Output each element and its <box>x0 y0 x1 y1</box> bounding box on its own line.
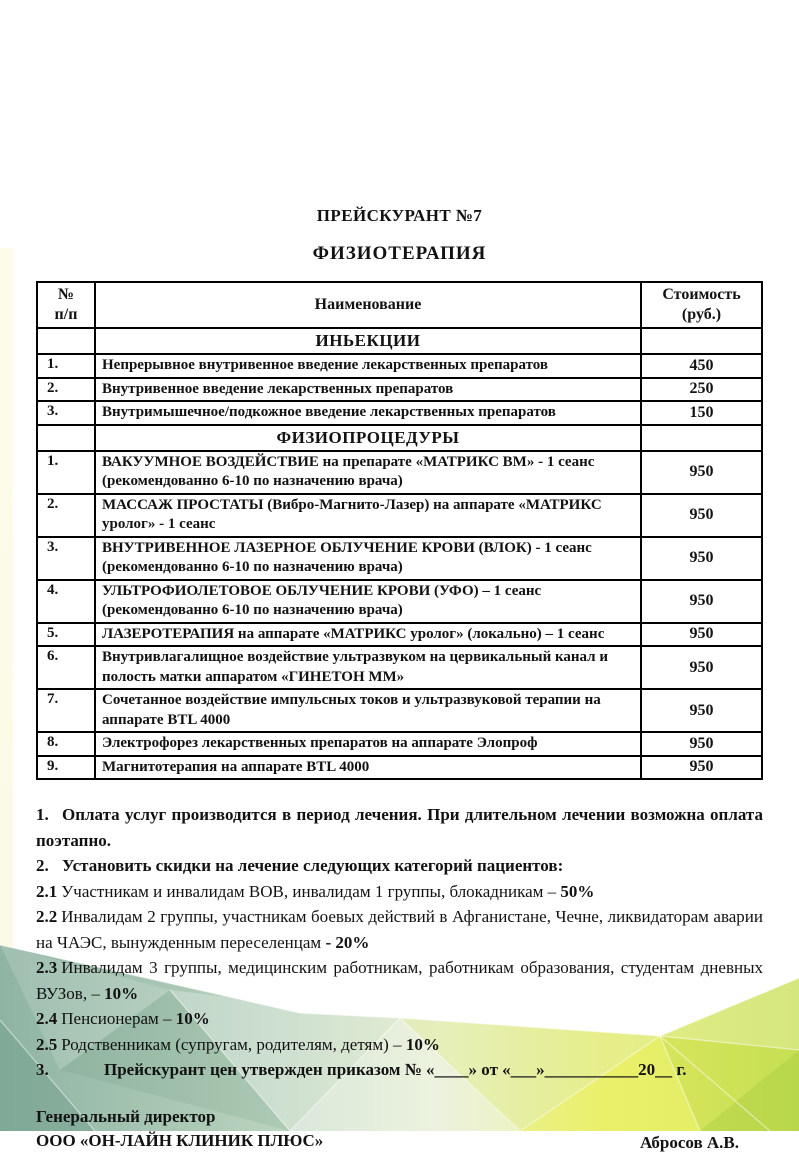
notes-section <box>36 802 763 1083</box>
table-row <box>37 689 762 732</box>
table-row <box>37 537 762 580</box>
note-percent: 10% <box>405 1034 440 1054</box>
service-name: ВНУТРИВЕННОЕ ЛАЗЕРНОЕ ОБЛУЧЕНИЕ КРОВИ (ВЛОК) - 1 сеанс (рекомендованно 6-10 по назначению врача) <box>95 537 641 580</box>
table-row <box>37 451 762 494</box>
service-price: 950 <box>641 756 762 780</box>
service-name: Внутримышечное/подкожное введение лекарственных препаратов <box>95 401 641 425</box>
note-discounts-heading <box>36 853 763 879</box>
table-row <box>37 623 762 647</box>
note-percent: 50% <box>560 881 595 901</box>
note-percent: 10% <box>175 1009 210 1028</box>
note-text: Пенсионерам – <box>61 1009 176 1028</box>
service-name: УЛЬТРОФИОЛЕТОВОЕ ОБЛУЧЕНИЕ КРОВИ (УФО) – 1 сеанс (рекомендованно 6-10 по назначению врача) <box>95 580 641 623</box>
header-num <box>37 282 95 328</box>
service-name: Внутривенное введение лекарственных препаратов <box>95 378 641 402</box>
note-prefix: 3. <box>36 1060 49 1079</box>
header-num-line1: № <box>57 286 75 303</box>
row-num: 3. <box>37 537 95 580</box>
note-prefix: 2. <box>36 856 49 875</box>
service-name: ВАКУУМНОЕ ВОЗДЕЙСТВИЕ на препарате «МАТРИКС ВМ» - 1 сеанс (рекомендованно 6-10 по назначению врача) <box>95 451 641 494</box>
section-empty-num <box>37 425 95 451</box>
note-text: Прейскурант цен утвержден приказом № «____» от «___»___________20__ г. <box>104 1060 687 1079</box>
service-name: ЛАЗЕРОТЕРАПИЯ на аппарате «МАТРИКС уролог» (локально) – 1 сеанс <box>95 623 641 647</box>
note-percent: - 20% <box>325 932 370 952</box>
service-price: 950 <box>641 689 762 732</box>
table-header-row <box>37 282 762 328</box>
service-price: 950 <box>641 623 762 647</box>
service-name: Внутривлагалищное воздействие ультразвуком на цервикальный канал и полость матки аппаратом «ГИНЕТОН ММ» <box>95 646 641 689</box>
row-num: 8. <box>37 732 95 756</box>
section-title: ИНЬЕКЦИИ <box>95 328 641 354</box>
header-price-line1: Стоимость <box>662 286 741 303</box>
service-price: 250 <box>641 378 762 402</box>
service-price: 950 <box>641 451 762 494</box>
table-row <box>37 378 762 402</box>
director-title <box>36 1105 323 1154</box>
service-name: МАССАЖ ПРОСТАТЫ (Вибро-Магнито-Лазер) на аппарате «МАТРИКС уролог» - 1 сеанс <box>95 494 641 537</box>
note-discount-2-2 <box>36 904 763 955</box>
row-num: 4. <box>37 580 95 623</box>
page-title: ПРЕЙСКУРАНТ №7 <box>316 206 483 225</box>
row-num: 9. <box>37 756 95 780</box>
note-prefix: 2.4 <box>36 1009 58 1028</box>
row-num: 1. <box>37 451 95 494</box>
section-row-physio <box>37 425 762 451</box>
header-price-line2: (руб.) <box>681 306 722 323</box>
director-title-line1: Генеральный директор <box>36 1106 216 1126</box>
section-row-injections <box>37 328 762 354</box>
service-price: 150 <box>641 401 762 425</box>
table-row <box>37 401 762 425</box>
note-discount-2-3 <box>36 955 763 1006</box>
row-num: 6. <box>37 646 95 689</box>
service-price: 950 <box>641 580 762 623</box>
note-prefix: 2.3 <box>36 958 58 977</box>
service-price: 950 <box>641 537 762 580</box>
note-prefix: 2.2 <box>36 907 58 926</box>
table-row <box>37 494 762 537</box>
service-price: 450 <box>641 354 762 378</box>
note-discount-2-1 <box>36 879 763 905</box>
service-price: 950 <box>641 494 762 537</box>
row-num: 2. <box>37 494 95 537</box>
note-text: Родственникам (супругам, родителям, детям) – <box>61 1034 406 1054</box>
table-row <box>37 646 762 689</box>
note-order-blank <box>36 1057 763 1083</box>
note-percent: 10% <box>104 983 139 1003</box>
service-price: 950 <box>641 732 762 756</box>
header-price <box>641 282 762 328</box>
page-subtitle: ФИЗИОТЕРАПИЯ <box>312 243 487 264</box>
note-discount-2-4 <box>36 1006 763 1032</box>
table-row <box>37 756 762 780</box>
section-title: ФИЗИОПРОЦЕДУРЫ <box>95 425 641 451</box>
note-prefix: 1. <box>36 805 49 824</box>
service-price: 950 <box>641 646 762 689</box>
note-discount-2-5 <box>36 1032 763 1058</box>
note-text: Установить скидки на лечение следующих категорий пациентов: <box>62 856 564 875</box>
signature-block <box>36 1105 763 1154</box>
row-num: 1. <box>37 354 95 378</box>
service-name: Непрерывное внутривенное введение лекарственных препаратов <box>95 354 641 378</box>
row-num: 3. <box>37 401 95 425</box>
note-text: Инвалидам 2 группы, участникам боевых действий в Афганистане, Чечне, ликвидаторам аварии на ЧАЭС, вынужденным переселенцам <box>36 907 763 952</box>
row-num: 5. <box>37 623 95 647</box>
table-row <box>37 580 762 623</box>
row-num: 2. <box>37 378 95 402</box>
company-name: ООО «ОН-ЛАЙН КЛИНИК ПЛЮС» <box>36 1131 324 1151</box>
note-text: Оплата услуг производится в период лечения. При длительном лечении возможна оплата поэтапно. <box>36 805 763 850</box>
header-name: Наименование <box>95 282 641 328</box>
table-row <box>37 354 762 378</box>
table-row <box>37 732 762 756</box>
service-name: Сочетанное воздействие импульсных токов и ультразвуковой терапии на аппарате BTL 4000 <box>95 689 641 732</box>
note-prefix: 2.1 <box>36 881 58 901</box>
section-empty-price <box>641 425 762 451</box>
note-payment <box>36 802 763 853</box>
signature-name: Абросов А.В. <box>639 1132 739 1152</box>
header-num-line2: п/п <box>54 306 78 323</box>
price-table <box>36 281 763 780</box>
section-empty-price <box>641 328 762 354</box>
service-name: Магнитотерапия на аппарате BTL 4000 <box>95 756 641 780</box>
row-num: 7. <box>37 689 95 732</box>
note-text: Инвалидам 3 группы, медицинским работникам, работникам образования, студентам дневных ВУЗов, – <box>36 958 763 1003</box>
section-empty-num <box>37 328 95 354</box>
note-text: Участникам и инвалидам ВОВ, инвалидам 1 группы, блокадникам – <box>61 881 561 901</box>
note-prefix: 2.5 <box>36 1034 58 1054</box>
service-name: Электрофорез лекарственных препаратов на аппарате Элопроф <box>95 732 641 756</box>
